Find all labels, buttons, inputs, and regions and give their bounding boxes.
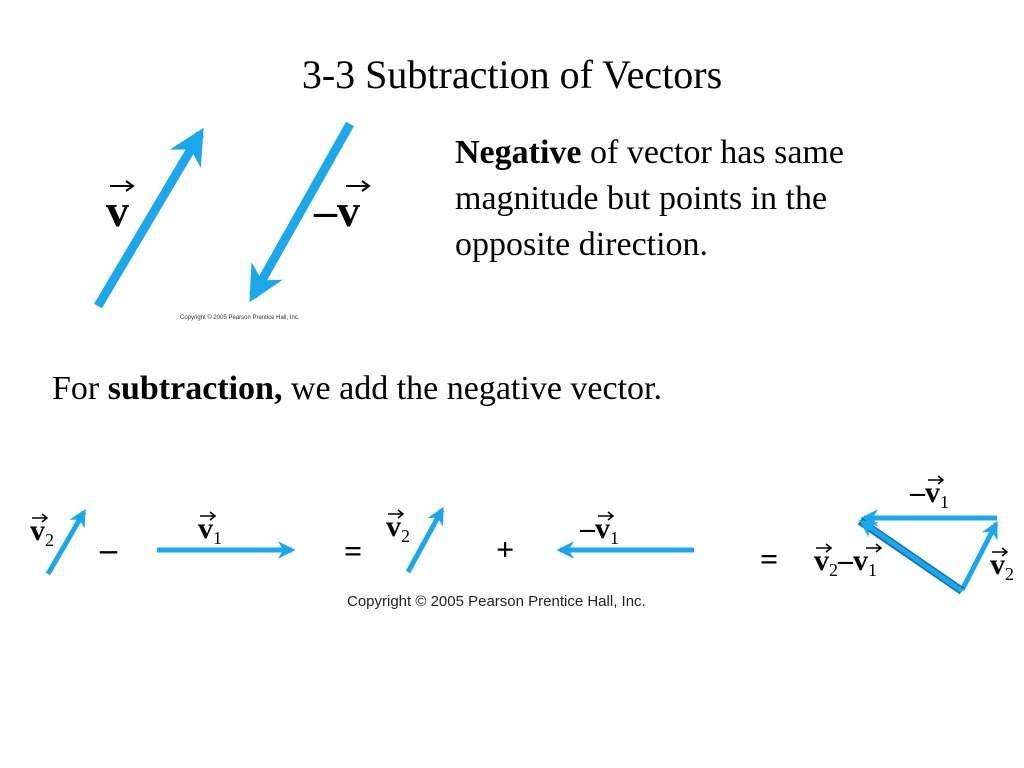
result-label: $v_2-v_1$ — [814, 544, 877, 580]
slide-title: 3-3 Subtraction of Vectors — [301, 52, 723, 97]
equals-operator-2: = — [760, 541, 779, 577]
neg-v1-label: $-v_1$ — [580, 512, 619, 548]
triangle-result-arrow — [862, 522, 962, 591]
minus-operator: – — [100, 531, 117, 568]
equals-operator-1: = — [344, 533, 363, 569]
triangle-neg-v1-label: $-v_1$ — [910, 476, 949, 512]
negative-description-text: of vector has same magnitude but points in the opposite direction. — [455, 134, 844, 263]
plus-operator: + — [496, 531, 515, 567]
triangle-v2-label: $v_2$ — [990, 548, 1014, 584]
v2-label: $v_2$ — [30, 514, 54, 550]
subtraction-keyword: subtraction, — [107, 370, 283, 407]
vector-neg-v-label: –v — [314, 185, 360, 236]
result-v1-overarrow-icon — [866, 544, 881, 552]
v1-label: $v_1$ — [198, 512, 222, 548]
v2-label-second: $v_2$ — [386, 510, 410, 546]
bottom-figure-copyright: Copyright © 2005 Pearson Prentice Hall, Inc. — [347, 593, 646, 610]
subtraction-rest: we add the negative vector. — [282, 370, 662, 407]
subtraction-prefix: For — [52, 370, 108, 407]
vector-v-label: v — [106, 185, 129, 236]
v2-arrow-second — [408, 510, 442, 572]
top-figure-copyright: Copyright © 2005 Pearson Prentice Hall, Inc. — [180, 315, 300, 321]
negative-keyword: Negative — [455, 134, 582, 171]
